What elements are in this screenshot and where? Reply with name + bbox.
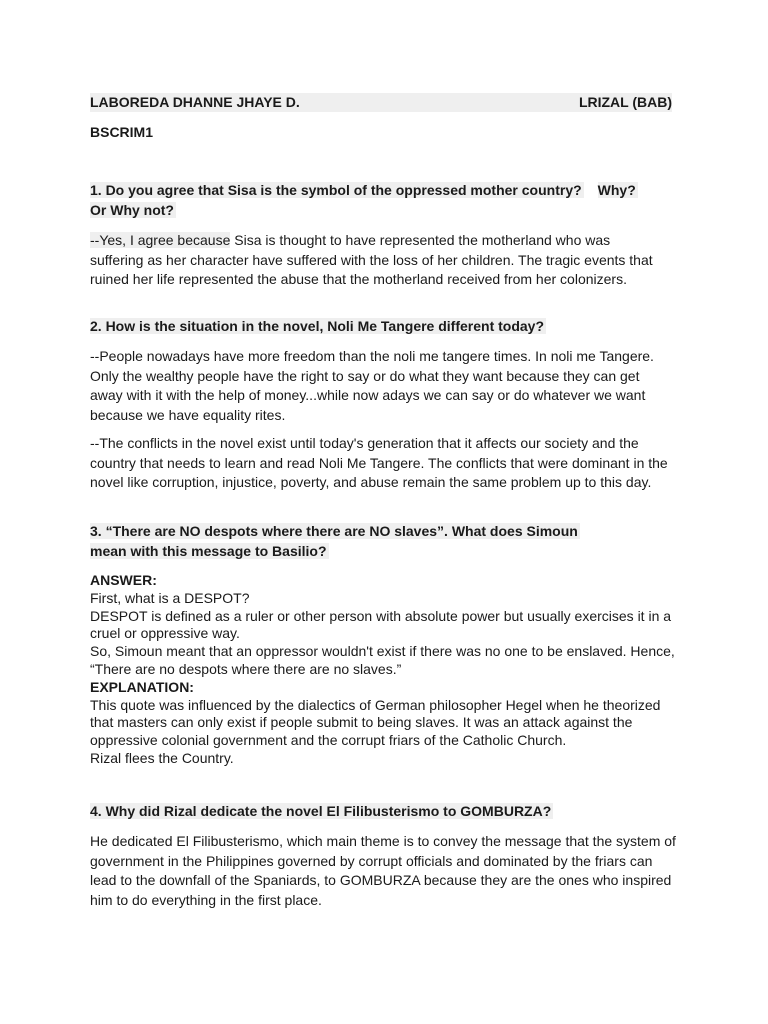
question-2 [90,317,685,337]
question-4 [90,802,685,822]
student-name: LABOREDA DHANNE JHAYE D. [90,94,300,110]
explanation-line: Rizal flees the Country. [90,749,234,766]
document-header [90,93,680,112]
answer-1-prefix: --Yes, I agree because [90,232,231,248]
course-code: LRIZAL (BAB) [578,94,672,110]
answer-4: He dedicated El Filibusterismo, which main theme is to convey the message that the system of government in the Philippines governed by corrupt officials and dominated by the friars can lead to the downfall of the Spaniards, to GOMBURZA because they are the ones who inspired him to do everything in the first place. [90,833,676,908]
answer-3 [90,572,680,768]
answer-1-rest: suffering as her character have suffered with the loss of her children. The tragic events that ruined her life represented the abuse that the motherland received from her colonizers. [90,251,653,287]
answer-1 [90,231,670,290]
question-1-line2: Or Why not? [90,201,174,218]
answer-1-line1: Sisa is thought to have represented the motherland who was [230,232,611,248]
question-3-line1: 3. “There are NO despots where there are NO slaves”. What does Simoun [90,523,578,539]
question-4-text: 4. Why did Rizal dedicate the novel El Filibusterismo to GOMBURZA? [90,803,552,819]
answer-3-line: First, what is a DESPOT? [90,589,250,606]
explanation-heading: EXPLANATION: [90,678,194,695]
answer-2b: --The conflicts in the novel exist until today's generation that it affects our society and the country that needs to learn and read Noli Me Tangere. The conflicts that were dominant in the novel like corruption, injustice, poverty, and abuse remain the same problem up to this day. [90,435,668,490]
program-label: BSCRIM1 [90,124,154,140]
question-1-line1: 1. Do you agree that Sisa is the symbol of the oppressed mother country? [90,182,582,198]
answer-3-line: DESPOT is defined as a ruler or other person with absolute power but usually exercises it in a cruel or oppressive way. [90,607,672,642]
question-2-text: 2. How is the situation in the novel, Noli Me Tangere different today? [90,318,545,334]
question-1 [90,181,690,220]
question-1-why: Why? [597,182,636,198]
question-3-line2: mean with this message to Basilio? [90,542,327,559]
question-3 [90,522,685,561]
answer-2a: --People nowadays have more freedom than the noli me tangere times. In noli me Tangere. Only the wealthy people have the right to say or do what they want because they can get away with it with the help of money...while now adays we can say or do whatever we want because we have equality rites. [90,348,654,423]
answer-3-heading: ANSWER: [90,572,157,588]
answer-3-line: So, Simoun meant that an oppressor wouldn't exist if there was no one to be enslaved. Hence, “There are no despots where there are no slaves.” [90,643,675,677]
explanation-line: This quote was influenced by the dialectics of German philosopher Hegel when he theorized that masters can only exist if people submit to being slaves. It was an attack against the oppressive colonial government and the corrupt friars of the Catholic Church. [90,696,661,749]
